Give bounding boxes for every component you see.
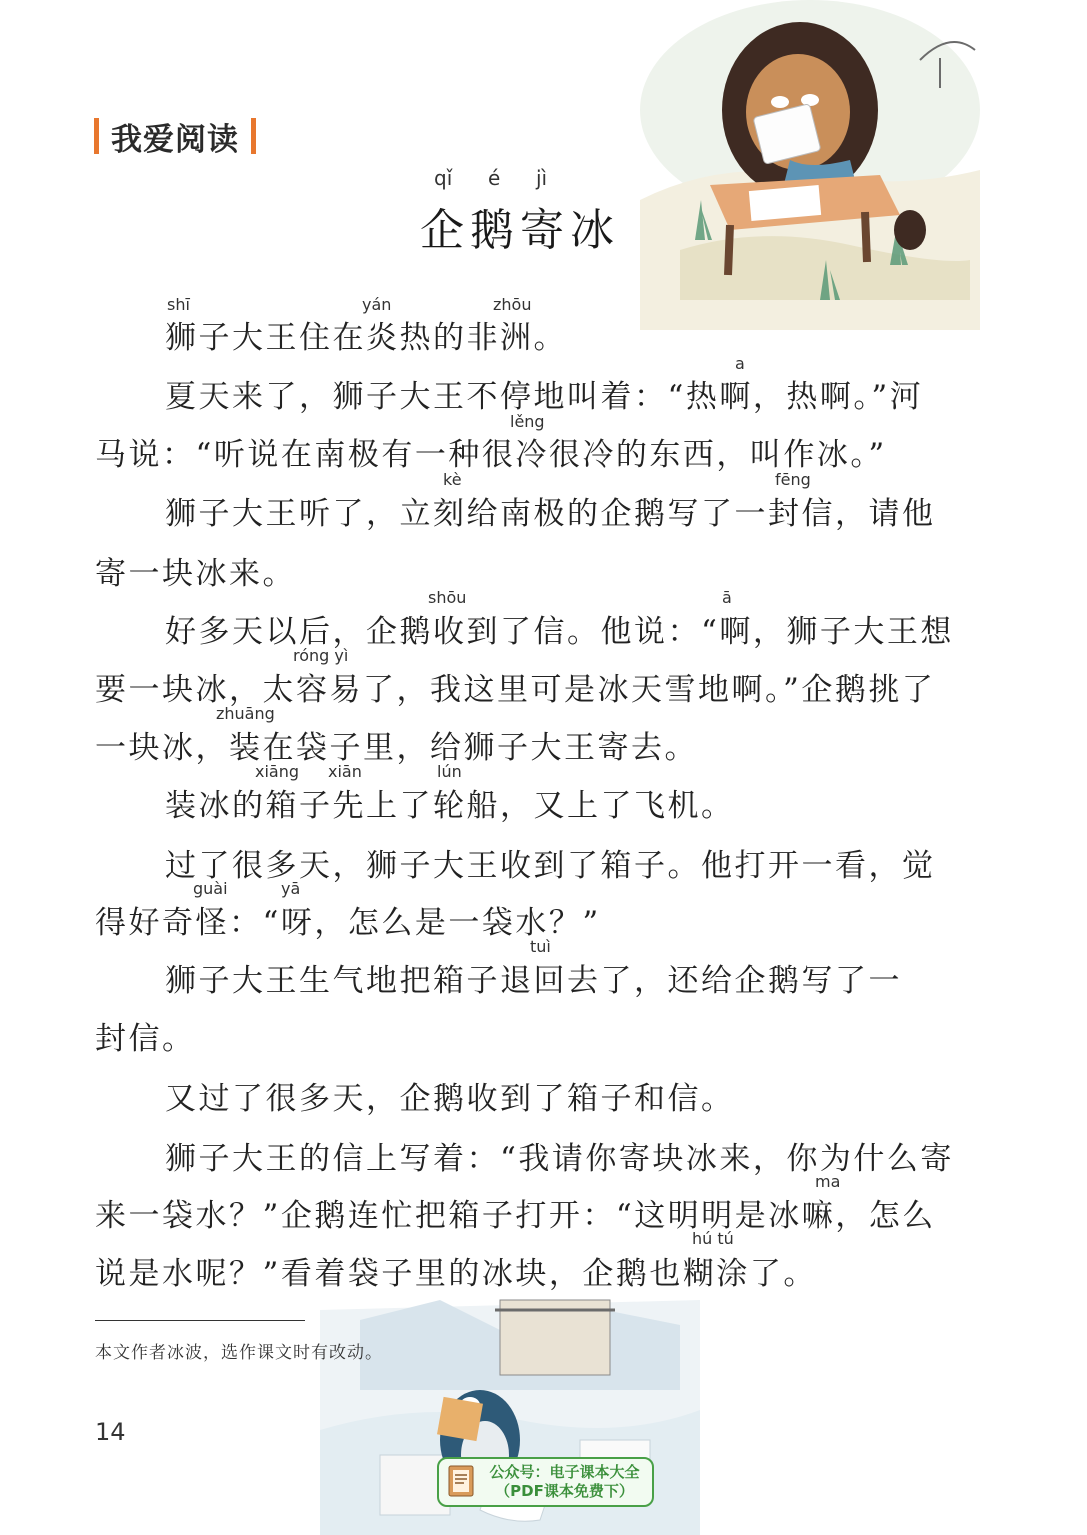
text-line: 狮子大王住在炎热的非洲。: [165, 320, 567, 356]
watermark-line-1: 公众号：电子课本大全: [489, 1463, 640, 1481]
pinyin-annotation: xiāng: [255, 762, 300, 781]
watermark-badge: [437, 1457, 654, 1507]
text-line: 狮子大王生气地把箱子退回去了，还给企鹅写了一: [165, 963, 902, 999]
title-pinyin: qǐ: [434, 166, 453, 190]
section-title: 我爱阅读: [111, 121, 239, 158]
story-title: 企鹅寄冰: [420, 205, 620, 256]
pinyin-annotation: shōu: [428, 588, 467, 607]
watermark-text: [477, 1463, 652, 1501]
pinyin-annotation: róng yì: [293, 646, 349, 665]
pinyin-annotation: ā: [722, 588, 732, 607]
pinyin-annotation: xiān: [328, 762, 362, 781]
text-line: 狮子大王听了，立刻给南极的企鹅写了一封信，请他: [165, 496, 936, 532]
text-line: 说是水呢？”看着袋子里的冰块，企鹅也糊涂了。: [95, 1256, 817, 1292]
text-line: 来一袋水？”企鹅连忙把箱子打开：“这明明是冰嘛，怎么: [95, 1198, 936, 1234]
text-line: 狮子大王的信上写着：“我请你寄块冰来，你为什么寄: [165, 1141, 954, 1177]
pinyin-annotation: hú tú: [692, 1229, 734, 1248]
pinyin-annotation: fēng: [775, 470, 811, 489]
text-line: 好多天以后，企鹅收到了信。他说：“啊，狮子大王想: [165, 614, 954, 650]
pinyin-annotation: lěng: [510, 412, 545, 431]
text-line: 装冰的箱子先上了轮船，又上了飞机。: [165, 788, 735, 824]
text-line: 过了很多天，狮子大王收到了箱子。他打开一看，觉: [165, 848, 936, 884]
book-icon: [447, 1464, 477, 1500]
section-header: [94, 116, 256, 156]
pinyin-annotation: shī: [167, 295, 190, 314]
text-line: 得好奇怪：“呀，怎么是一袋水？”: [95, 905, 601, 941]
watermark-line-2: （PDF课本免费下）: [495, 1482, 634, 1500]
lion-illustration: [640, 0, 980, 330]
text-line: 夏天来了，狮子大王不停地叫着：“热啊，热啊。”河: [165, 379, 924, 415]
header-bar-left: [94, 118, 99, 154]
text-line: 封信。: [95, 1021, 196, 1057]
pinyin-annotation: lún: [437, 762, 462, 781]
text-line: 马说：“听说在南极有一种很冷很冷的东西，叫作冰。”: [95, 437, 887, 473]
title-pinyin: jì: [536, 166, 548, 190]
footnote: 本文作者冰波，选作课文时有改动。: [95, 1343, 383, 1363]
pinyin-annotation: yán: [362, 295, 392, 314]
footnote-divider: [95, 1320, 305, 1321]
pinyin-annotation: tuì: [530, 937, 551, 956]
pinyin-annotation: zhuāng: [216, 704, 275, 723]
text-line: 寄一块冰来。: [95, 556, 296, 592]
pinyin-annotation: kè: [443, 470, 462, 489]
title-pinyin: é: [488, 166, 501, 190]
header-bar-right: [251, 118, 256, 154]
pinyin-annotation: a: [735, 354, 745, 373]
pinyin-annotation: ma: [815, 1172, 841, 1191]
pinyin-annotation: yā: [281, 879, 301, 898]
pinyin-annotation: guài: [193, 879, 228, 898]
text-line: 又过了很多天，企鹅收到了箱子和信。: [165, 1081, 735, 1117]
text-line: 一块冰，装在袋子里，给狮子大王寄去。: [95, 730, 698, 766]
text-line: 要一块冰，太容易了，我这里可是冰天雪地啊。”企鹅挑了: [95, 672, 936, 708]
pinyin-annotation: zhōu: [493, 295, 532, 314]
page-number: 14: [95, 1418, 126, 1446]
